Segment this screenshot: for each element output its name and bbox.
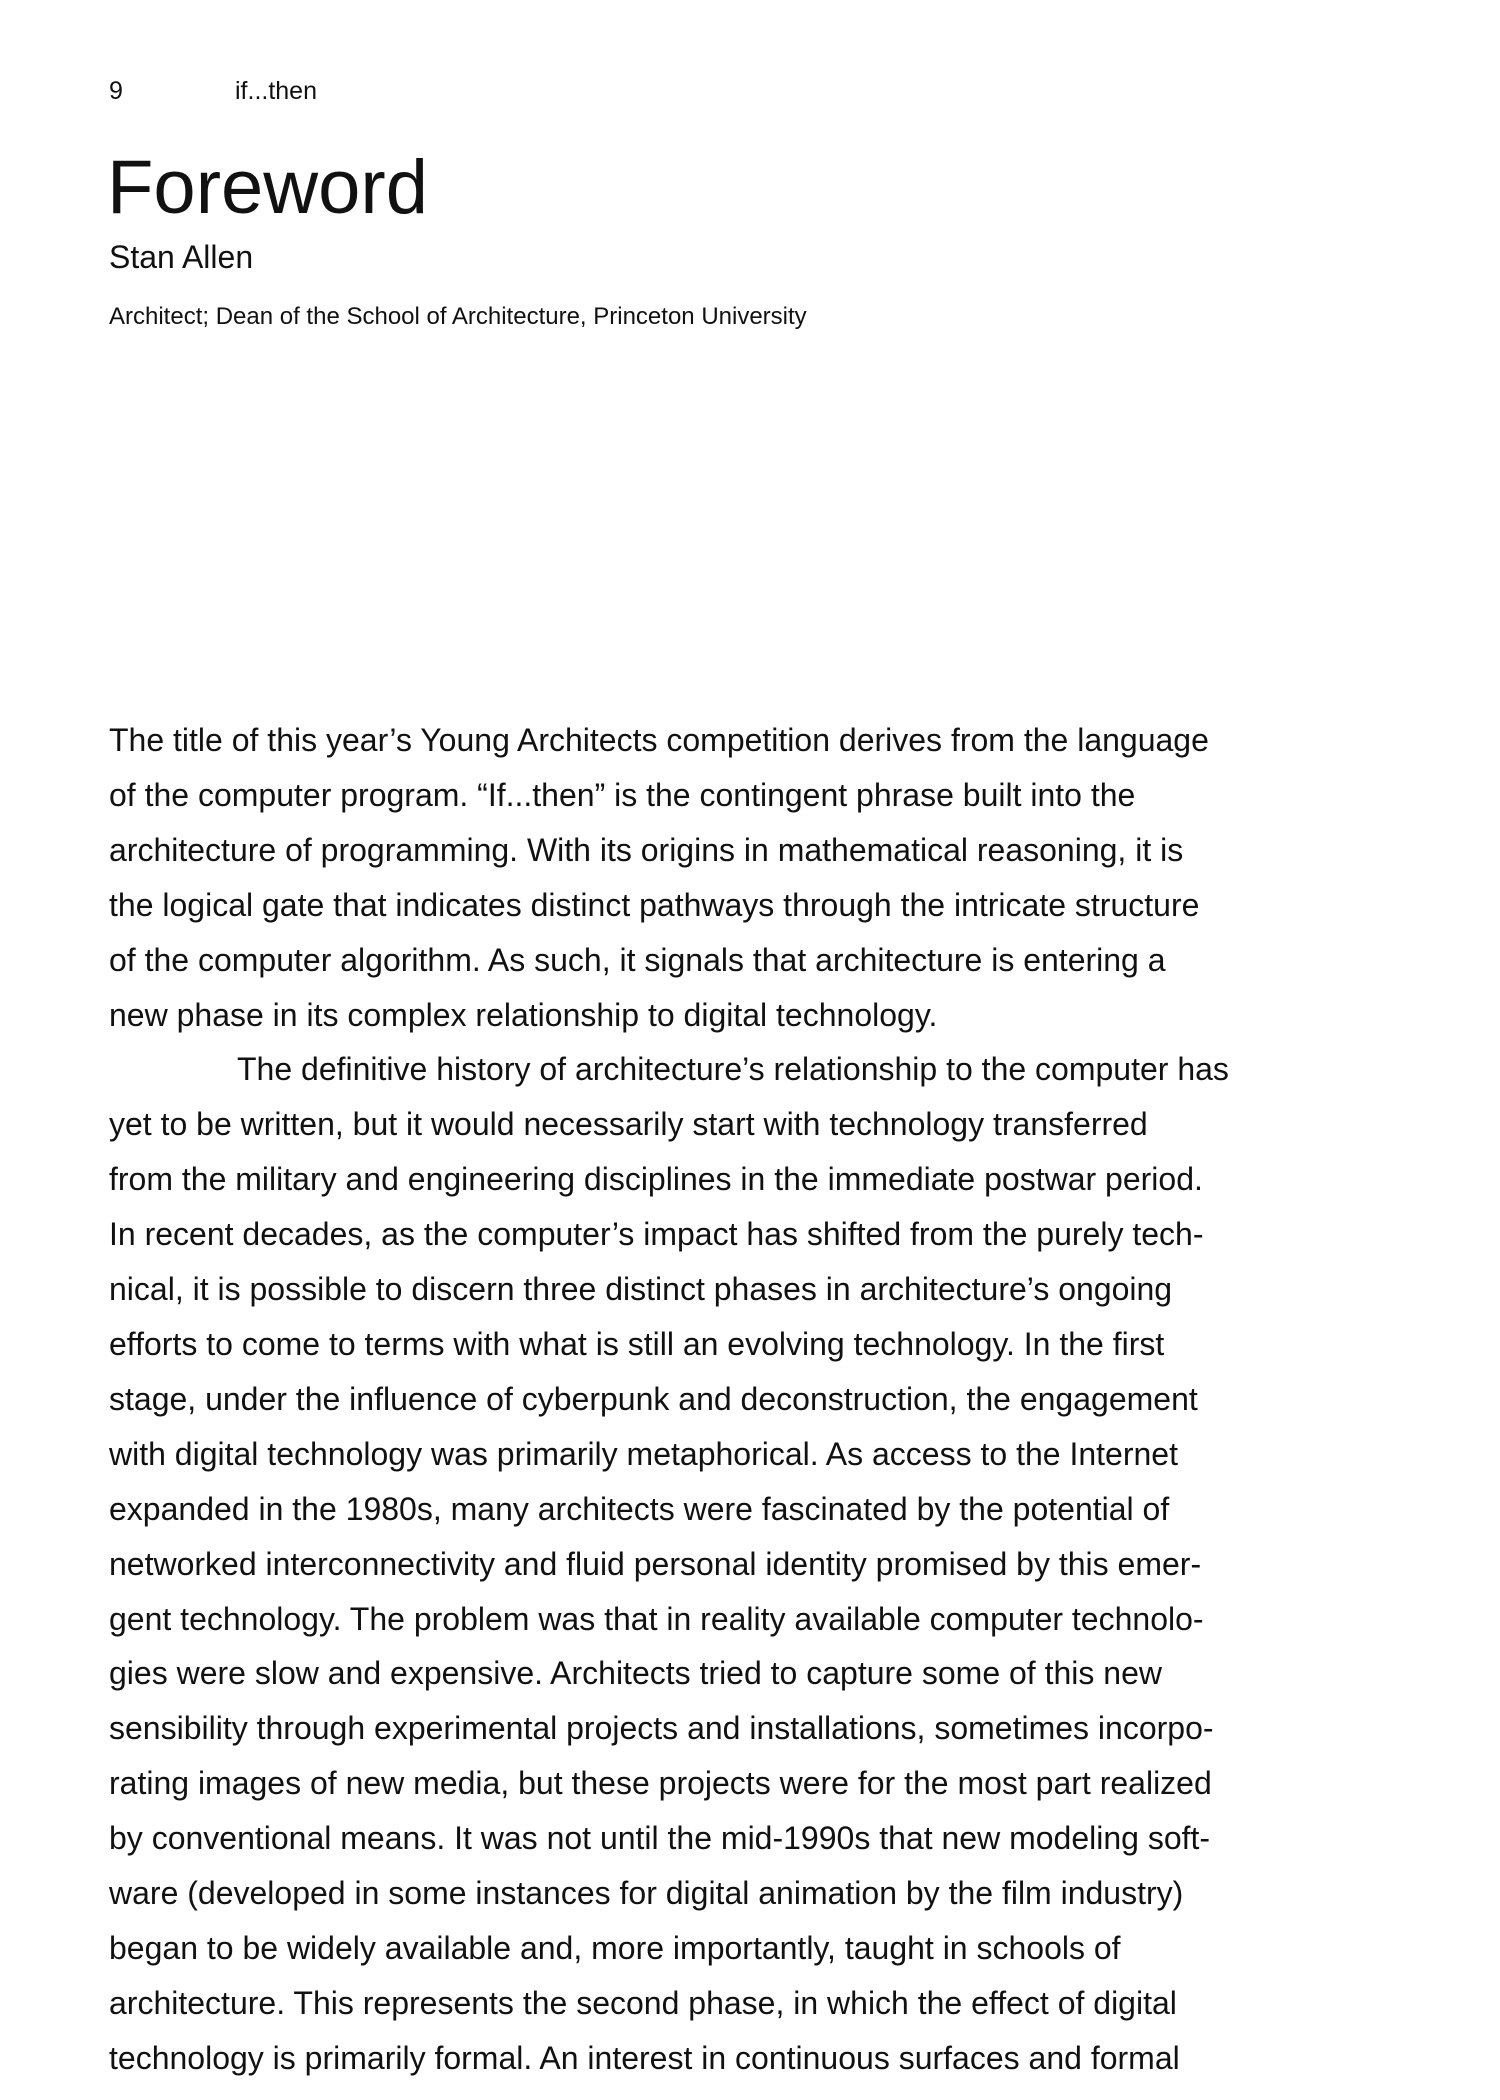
body-line: architecture. This represents the second phase, in which the effect of digital [109, 1984, 1177, 2021]
body-line: gies were slow and expensive. Architects tried to capture some of this new [109, 1655, 1162, 1692]
body-line: sensibility through experimental projects and installations, sometimes incorpo- [109, 1710, 1214, 1747]
body-line: technology is primarily formal. An interest in continuous surfaces and formal [109, 2039, 1180, 2076]
body-line: with digital technology was primarily metaphorical. As access to the Internet [109, 1435, 1178, 1472]
body-line: the logical gate that indicates distinct pathways through the intricate structure [109, 886, 1200, 923]
body-line: by conventional means. It was not until the mid-1990s that new modeling soft- [109, 1820, 1211, 1857]
body-line: from the military and engineering disciplines in the immediate postwar period. [109, 1161, 1203, 1198]
running-head [109, 74, 317, 108]
body-line: The title of this year’s Young Architects competition derives from the language [109, 722, 1209, 758]
body-line: networked interconnectivity and fluid personal identity promised by this emer- [109, 1545, 1202, 1582]
chapter-title: Foreword [107, 145, 428, 230]
body-line: gent technology. The problem was that in reality available computer technolo- [109, 1600, 1204, 1637]
body-line: In recent decades, as the computer’s impact has shifted from the purely tech- [109, 1216, 1204, 1253]
body-line: ware (developed in some instances for digital animation by the film industry) [109, 1875, 1184, 1912]
body-line: The definitive history of architecture’s relationship to the computer has [237, 1051, 1229, 1088]
body-line: rating images of new media, but these projects were for the most part realized [109, 1765, 1212, 1802]
body-line: of the computer algorithm. As such, it signals that architecture is entering a [109, 941, 1166, 978]
body-line: began to be widely available and, more importantly, taught in schools of [109, 1929, 1121, 1966]
body-line: efforts to come to terms with what is still an evolving technology. In the first [109, 1325, 1165, 1362]
author-name: Stan Allen [109, 239, 254, 275]
page-number: 9 [109, 77, 123, 105]
body-text [109, 713, 1379, 2086]
body-line: of the computer program. “If...then” is the contingent phrase built into the [109, 776, 1136, 813]
body-line: nical, it is possible to discern three distinct phases in architecture’s ongoing [109, 1271, 1173, 1308]
running-head-title: if...then [235, 77, 317, 105]
body-line: expanded in the 1980s, many architects were fascinated by the potential of [109, 1490, 1170, 1527]
author-affiliation: Architect; Dean of the School of Architecture, Princeton University [109, 303, 807, 330]
body-line: yet to be written, but it would necessarily start with technology transferred [109, 1106, 1148, 1143]
body-line: architecture of programming. With its origins in mathematical reasoning, it is [109, 831, 1184, 868]
body-line: stage, under the influence of cyberpunk and deconstruction, the engagement [109, 1380, 1198, 1417]
body-line: new phase in its complex relationship to digital technology. [109, 996, 938, 1033]
